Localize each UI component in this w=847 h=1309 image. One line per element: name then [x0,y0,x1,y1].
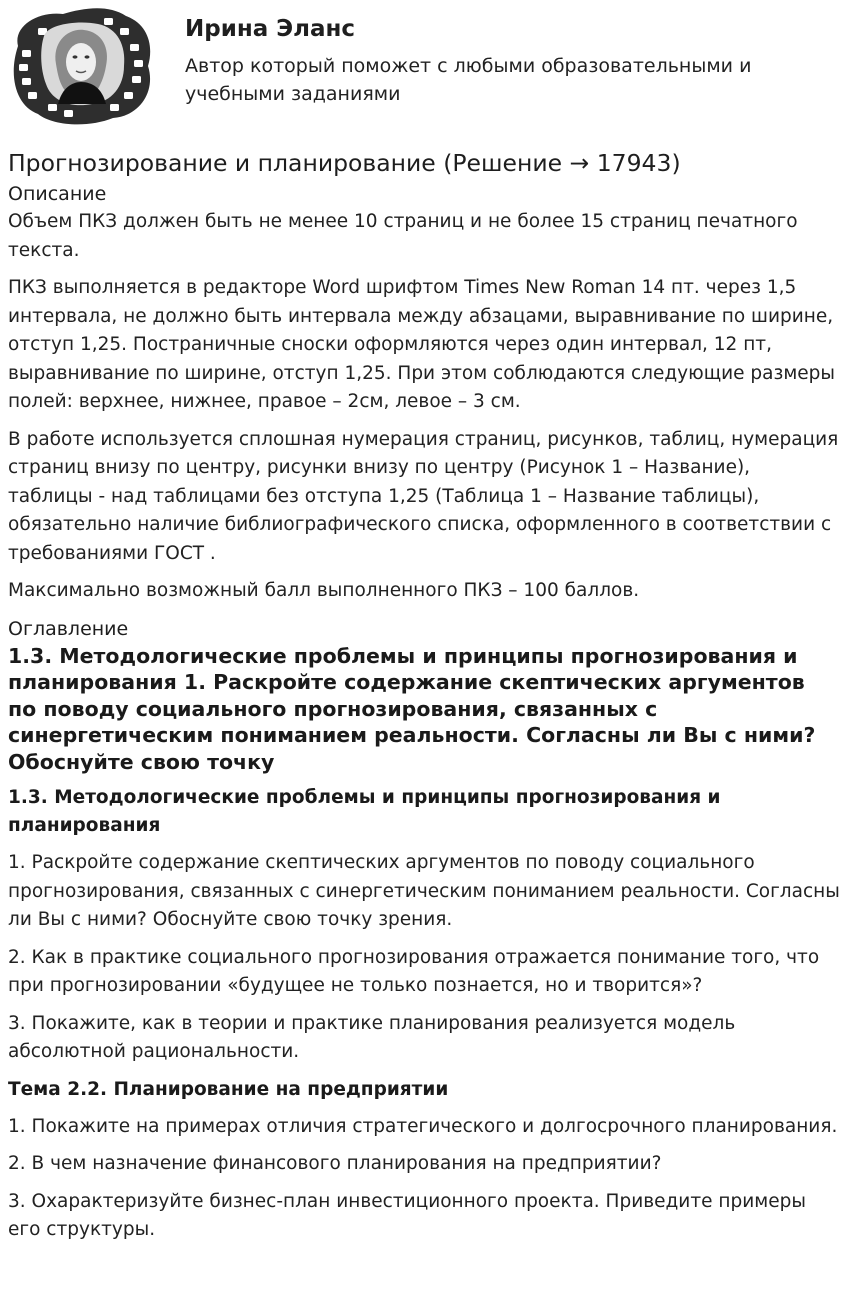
description-paragraph: ПКЗ выполняется в редакторе Word шрифтом Times New Roman 14 пт. через 1,5 интервала, не должно быть интервала между абзацами, выравнивание по ширине, отступ 1,25. Постраничные сноски оформляются через один интервал, 12 пт, выравнивание по ширине, отступ 1,25. При этом соблюдаются следующие размеры полей: верхнее, нижнее, правое – 2см, левое – 3 см. [8,277,836,412]
question-item: 2. Как в практике социального прогнозирования отражается понимание того, что при прогнозировании «будущее не только познается, но и творится»? [8,946,820,996]
question-item: 3. Покажите, как в теории и практике планирования реализуется модель абсолютной рациональности. [8,1012,736,1062]
question-item: 1. Покажите на примерах отличия стратегического и долгосрочного планирования. [8,1115,838,1137]
author-avatar[interactable] [8,6,156,126]
description-label: Описание [8,183,107,205]
section-heading: 1.3. Методологические проблемы и принципы прогнозирования и планирования [8,787,721,836]
toc-label: Оглавление [8,617,129,640]
question-item: 2. В чем назначение финансового планирования на предприятии? [8,1153,662,1174]
author-name[interactable]: Ирина Эланс [185,16,356,42]
page-title: Прогнозирование и планирование (Решение → 17943) [8,149,681,177]
author-description: Автор который поможет с любыми образовательными и учебными заданиями [185,55,752,105]
question-item: 3. Охарактеризуйте бизнес-план инвестиционного проекта. Приведите примеры его структуры. [8,1190,806,1240]
question-item: 1. Раскройте содержание скептических аргументов по поводу социального прогнозирования, связанных с синергетическим пониманием реальности. Согласны ли Вы с ними? Обоснуйте свою точку зрения. [8,852,840,930]
document-content [8,146,840,1254]
description-paragraph: Объем ПКЗ должен быть не менее 10 страниц и не более 15 страниц печатного текста. [8,211,798,261]
description-paragraph: Максимально возможный балл выполненного ПКЗ – 100 баллов. [8,580,640,601]
description-paragraph: В работе используется сплошная нумерация страниц, рисунков, таблиц, нумерация страниц внизу по центру, рисунки внизу по центру (Рисунок 1 – Название), таблицы - над таблицами без отступа 1,25 (Таблица 1 – Название таблицы), обязательно наличие библиографического списка, оформленного в соответствии с требованиями ГОСТ . [8,428,839,564]
author-card [8,6,838,130]
section-heading: Тема 2.2. Планирование на предприятии [8,1078,449,1100]
toc-heading: 1.3. Методологические проблемы и принципы прогнозирования и планирования 1. Раскройте содержание скептических аргументов по поводу социального прогнозирования, связанных с синергетическим пониманием реальности. Согласны ли Вы с ними? Обоснуйте свою точку [8,643,816,774]
